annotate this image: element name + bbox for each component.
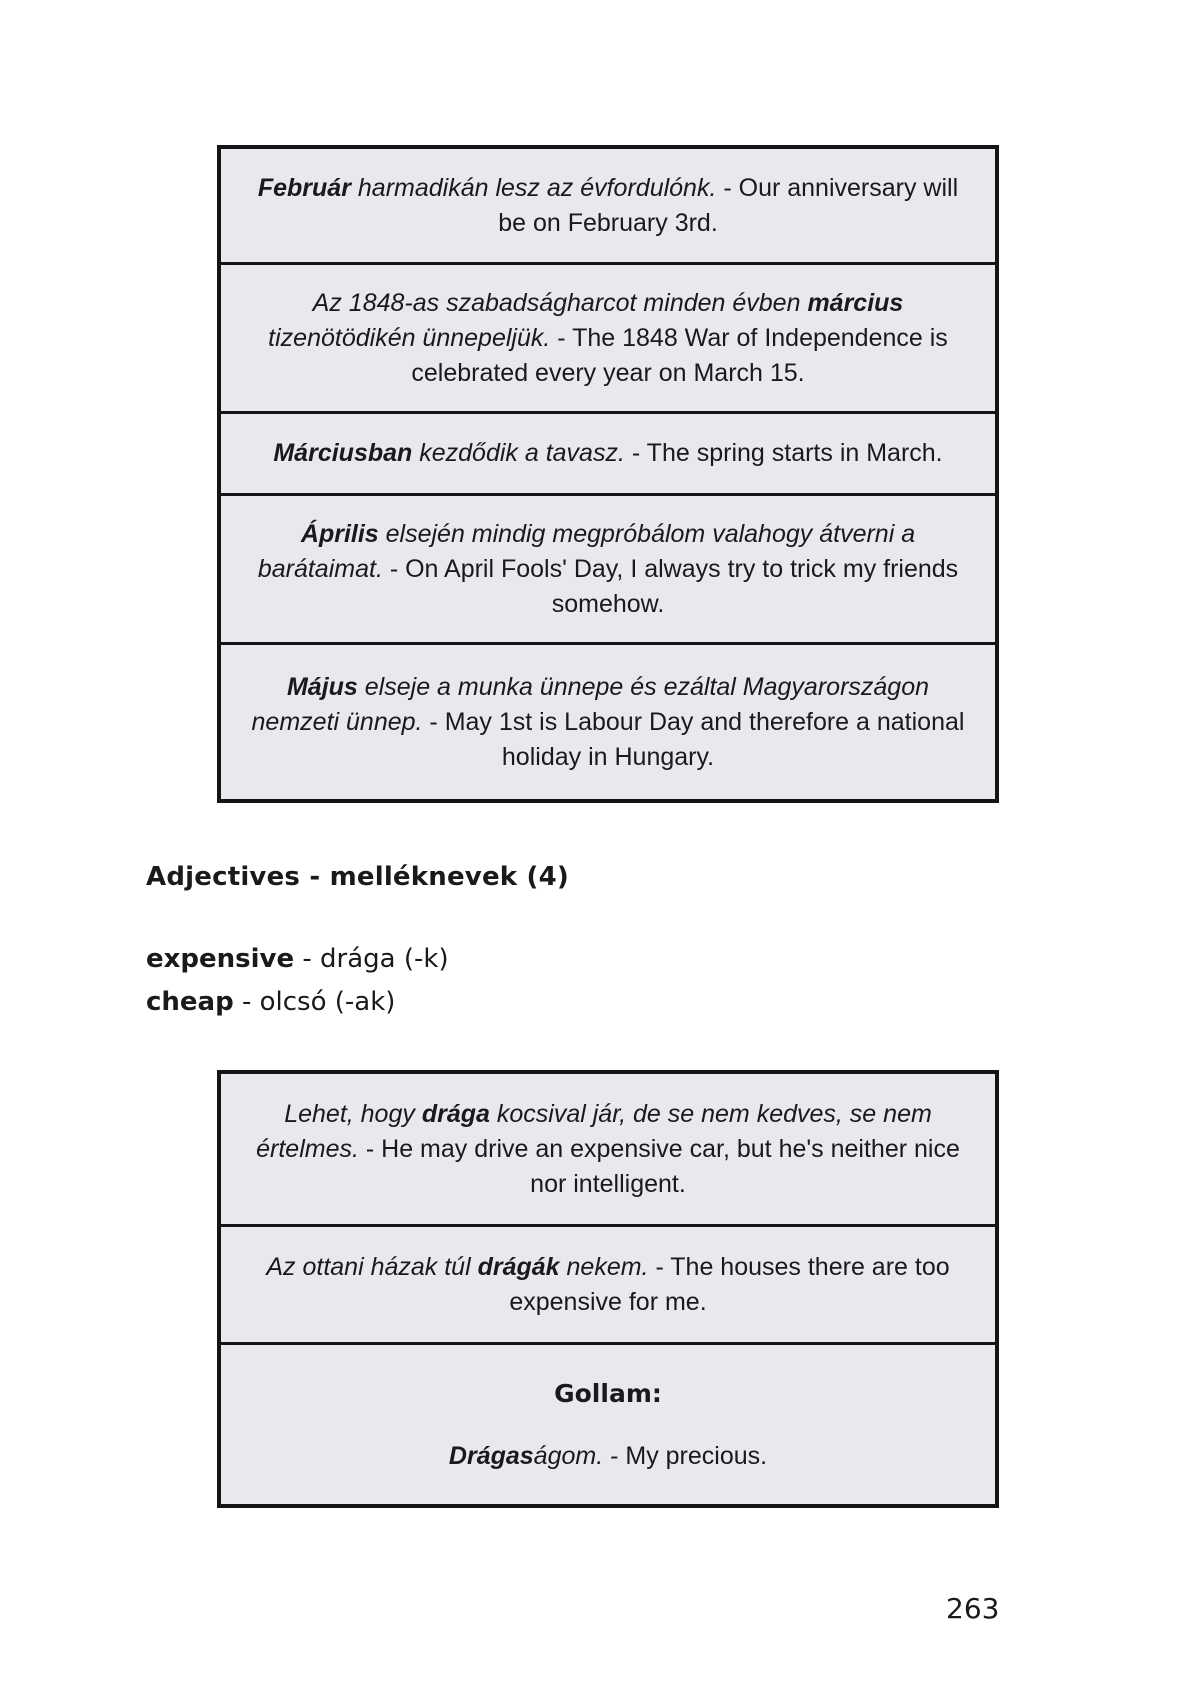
vocab-hungarian: - drága (-k) — [294, 944, 449, 974]
example-sentence — [449, 1439, 767, 1474]
hungarian-text: kocsival jár, de se nem kedves, se nem értelmes. — [256, 1099, 932, 1163]
example-row — [221, 149, 995, 265]
example-table-adjectives — [217, 1070, 999, 1508]
speaker-label: Gollam: — [554, 1378, 662, 1408]
english-translation: - The 1848 War of Independence is celebrated every year on March 15. — [411, 323, 948, 387]
keyword: Márciusban — [273, 439, 413, 467]
page-number: 263 — [946, 1592, 1000, 1625]
example-row — [221, 1227, 995, 1345]
hungarian-text: tizenötödikén ünnepeljük. — [268, 323, 551, 352]
english-translation: - My precious. — [603, 1441, 768, 1470]
example-row — [221, 265, 995, 414]
hungarian-text: elseje a munka ünnepe és ezáltal Magyarországon nemzeti ünnep. — [251, 672, 930, 736]
example-sentence — [243, 670, 973, 775]
english-translation: - On April Fools' Day, I always try to trick my friends somehow. — [382, 554, 959, 618]
hungarian-text: nekem. — [559, 1252, 649, 1281]
english-translation: - The houses there are too expensive for me. — [509, 1252, 950, 1316]
section-heading: Adjectives - melléknevek (4) — [146, 862, 569, 892]
keyword: Április — [300, 519, 379, 548]
english-translation: - The spring starts in March. — [624, 439, 943, 467]
keyword: Május — [286, 672, 358, 701]
example-sentence — [273, 436, 942, 471]
keyword: drágák — [477, 1252, 560, 1281]
hungarian-text: Az ottani házak túl — [266, 1252, 478, 1281]
english-translation: - He may drive an expensive car, but he's neither nice nor intelligent. — [358, 1134, 960, 1198]
vocab-item — [146, 944, 449, 974]
hungarian-text: Lehet, hogy — [284, 1099, 422, 1128]
example-sentence — [243, 171, 973, 241]
example-sentence — [243, 286, 973, 391]
vocab-item — [146, 987, 395, 1017]
hungarian-text: kezdődik a tavasz. — [412, 439, 625, 467]
hungarian-text: ágom. — [533, 1441, 604, 1470]
hungarian-text: Az 1848-as szabadságharcot minden évben — [312, 288, 808, 317]
keyword: március — [807, 288, 904, 317]
keyword: Február — [257, 173, 351, 202]
vocab-english: cheap — [146, 987, 234, 1017]
example-sentence — [243, 1250, 973, 1320]
example-sentence — [243, 517, 973, 622]
example-row — [221, 1345, 995, 1504]
hungarian-text: harmadikán lesz az évfordulónk. — [350, 173, 717, 202]
example-sentence — [243, 1097, 973, 1202]
example-row — [221, 414, 995, 496]
english-translation: - Our anniversary will be on February 3rd. — [498, 173, 959, 237]
example-row — [221, 645, 995, 799]
hungarian-text: elsején mindig megpróbálom valahogy átverni a barátaimat. — [257, 519, 916, 583]
example-table-months — [217, 145, 999, 803]
english-translation: - May 1st is Labour Day and therefore a national holiday in Hungary. — [422, 707, 965, 771]
keyword: Drágas — [448, 1441, 534, 1470]
vocab-hungarian: - olcsó (-ak) — [233, 987, 396, 1017]
example-row — [221, 496, 995, 645]
keyword: drága — [421, 1099, 490, 1128]
example-row — [221, 1074, 995, 1227]
vocab-english: expensive — [146, 944, 295, 974]
